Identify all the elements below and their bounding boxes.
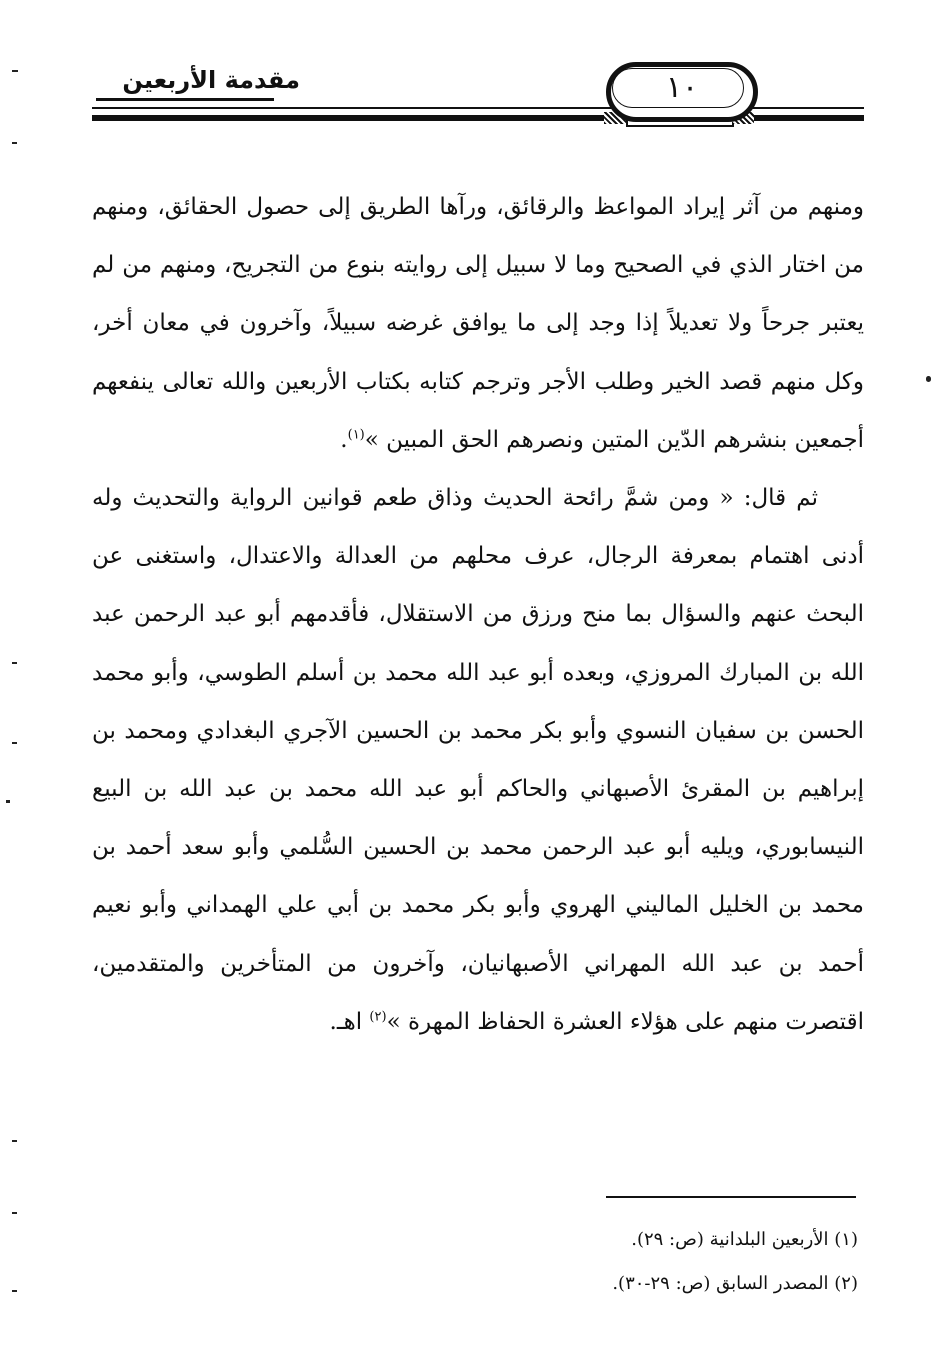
margin-speck — [12, 662, 17, 664]
margin-speck — [926, 376, 931, 382]
footnote-1: (١) الأربعين البلدانية (ص: ٢٩). — [631, 1229, 858, 1250]
body-text — [92, 178, 864, 1051]
running-header-title: مقدمة الأربعين — [122, 66, 300, 94]
margin-speck — [12, 142, 17, 144]
header-title-underline — [96, 98, 274, 101]
footnote-ref-1: (١) — [347, 427, 365, 443]
paragraph-2-text: ثم قال: « ومن شمَّ رائحة الحديث وذاق طعم قوانين الرواية والتحديث وله أدنى اهتمام بمعرفة الرجال، عرف محلهم من العدالة والاعتدال، واستغنى عن البحث عنهم والسؤال بما منح ورزق من الاستقلال، فأقدمهم أبو عبد الرحمن عبد الله بن المبارك المروزي، وبعده أبو عبد الله محمد بن أسلم الطوسي، وأبو محمد الحسن بن سفيان النسوي وأبو بكر محمد بن الحسين الآجري البغدادي ومحمد بن إبراهيم بن المقرئ الأصبهاني والحاكم أبو عبد الله محمد بن عبد الله بن البيع النيسابوري، ويليه أبو عبد الرحمن محمد بن الحسين السُّلمي وأبو سعد أحمد بن محمد بن الخليل الماليني الهروي وأبو بكر محمد بن أبي علي الهمداني وأبو نعيم أحمد بن عبد الله المهراني الأصبهانيان، وآخرون من المتأخرين والمتقدمين، اقتصرت منهم على هؤلاء العشرة الحفاظ المهرة » — [92, 485, 864, 1035]
paragraph-1 — [92, 178, 864, 469]
page-number: ١٠ — [665, 70, 699, 105]
margin-speck — [12, 1212, 17, 1214]
paragraph-2-end: اهـ. — [329, 1008, 370, 1035]
footnote-2: (٢) المصدر السابق (ص: ٢٩-٣٠). — [612, 1273, 858, 1294]
paragraph-1-text: ومنهم من آثر إيراد المواعظ والرقائق، ورآها الطريق إلى حصول الحقائق، ومنهم من اختار الذي في الصحيح وما لا سبيل إلى روايته بنوع من التجريح، ومنهم من لم يعتبر جرحاً ولا تعديلاً إذا وجد إلى ما يوافق غرضه سبيلاً، وآخرون في معان أخر، وكل منهم قصد الخير وطلب الأجر وترجم كتابه بكتاب الأربعين والله تعالى ينفعهم أجمعين بنشرهم الدّين المتين ونصرهم الحق المبين » — [92, 194, 864, 453]
margin-speck — [12, 742, 17, 744]
paragraph-2 — [92, 469, 864, 1051]
margin-speck — [12, 1290, 17, 1292]
footnote-ref-2: (٢) — [369, 1009, 387, 1025]
footnote-separator — [606, 1196, 856, 1198]
margin-speck — [12, 1140, 17, 1142]
margin-speck — [6, 800, 10, 803]
margin-speck — [12, 70, 18, 72]
paragraph-1-end: . — [340, 426, 348, 453]
footnotes — [92, 1218, 858, 1306]
